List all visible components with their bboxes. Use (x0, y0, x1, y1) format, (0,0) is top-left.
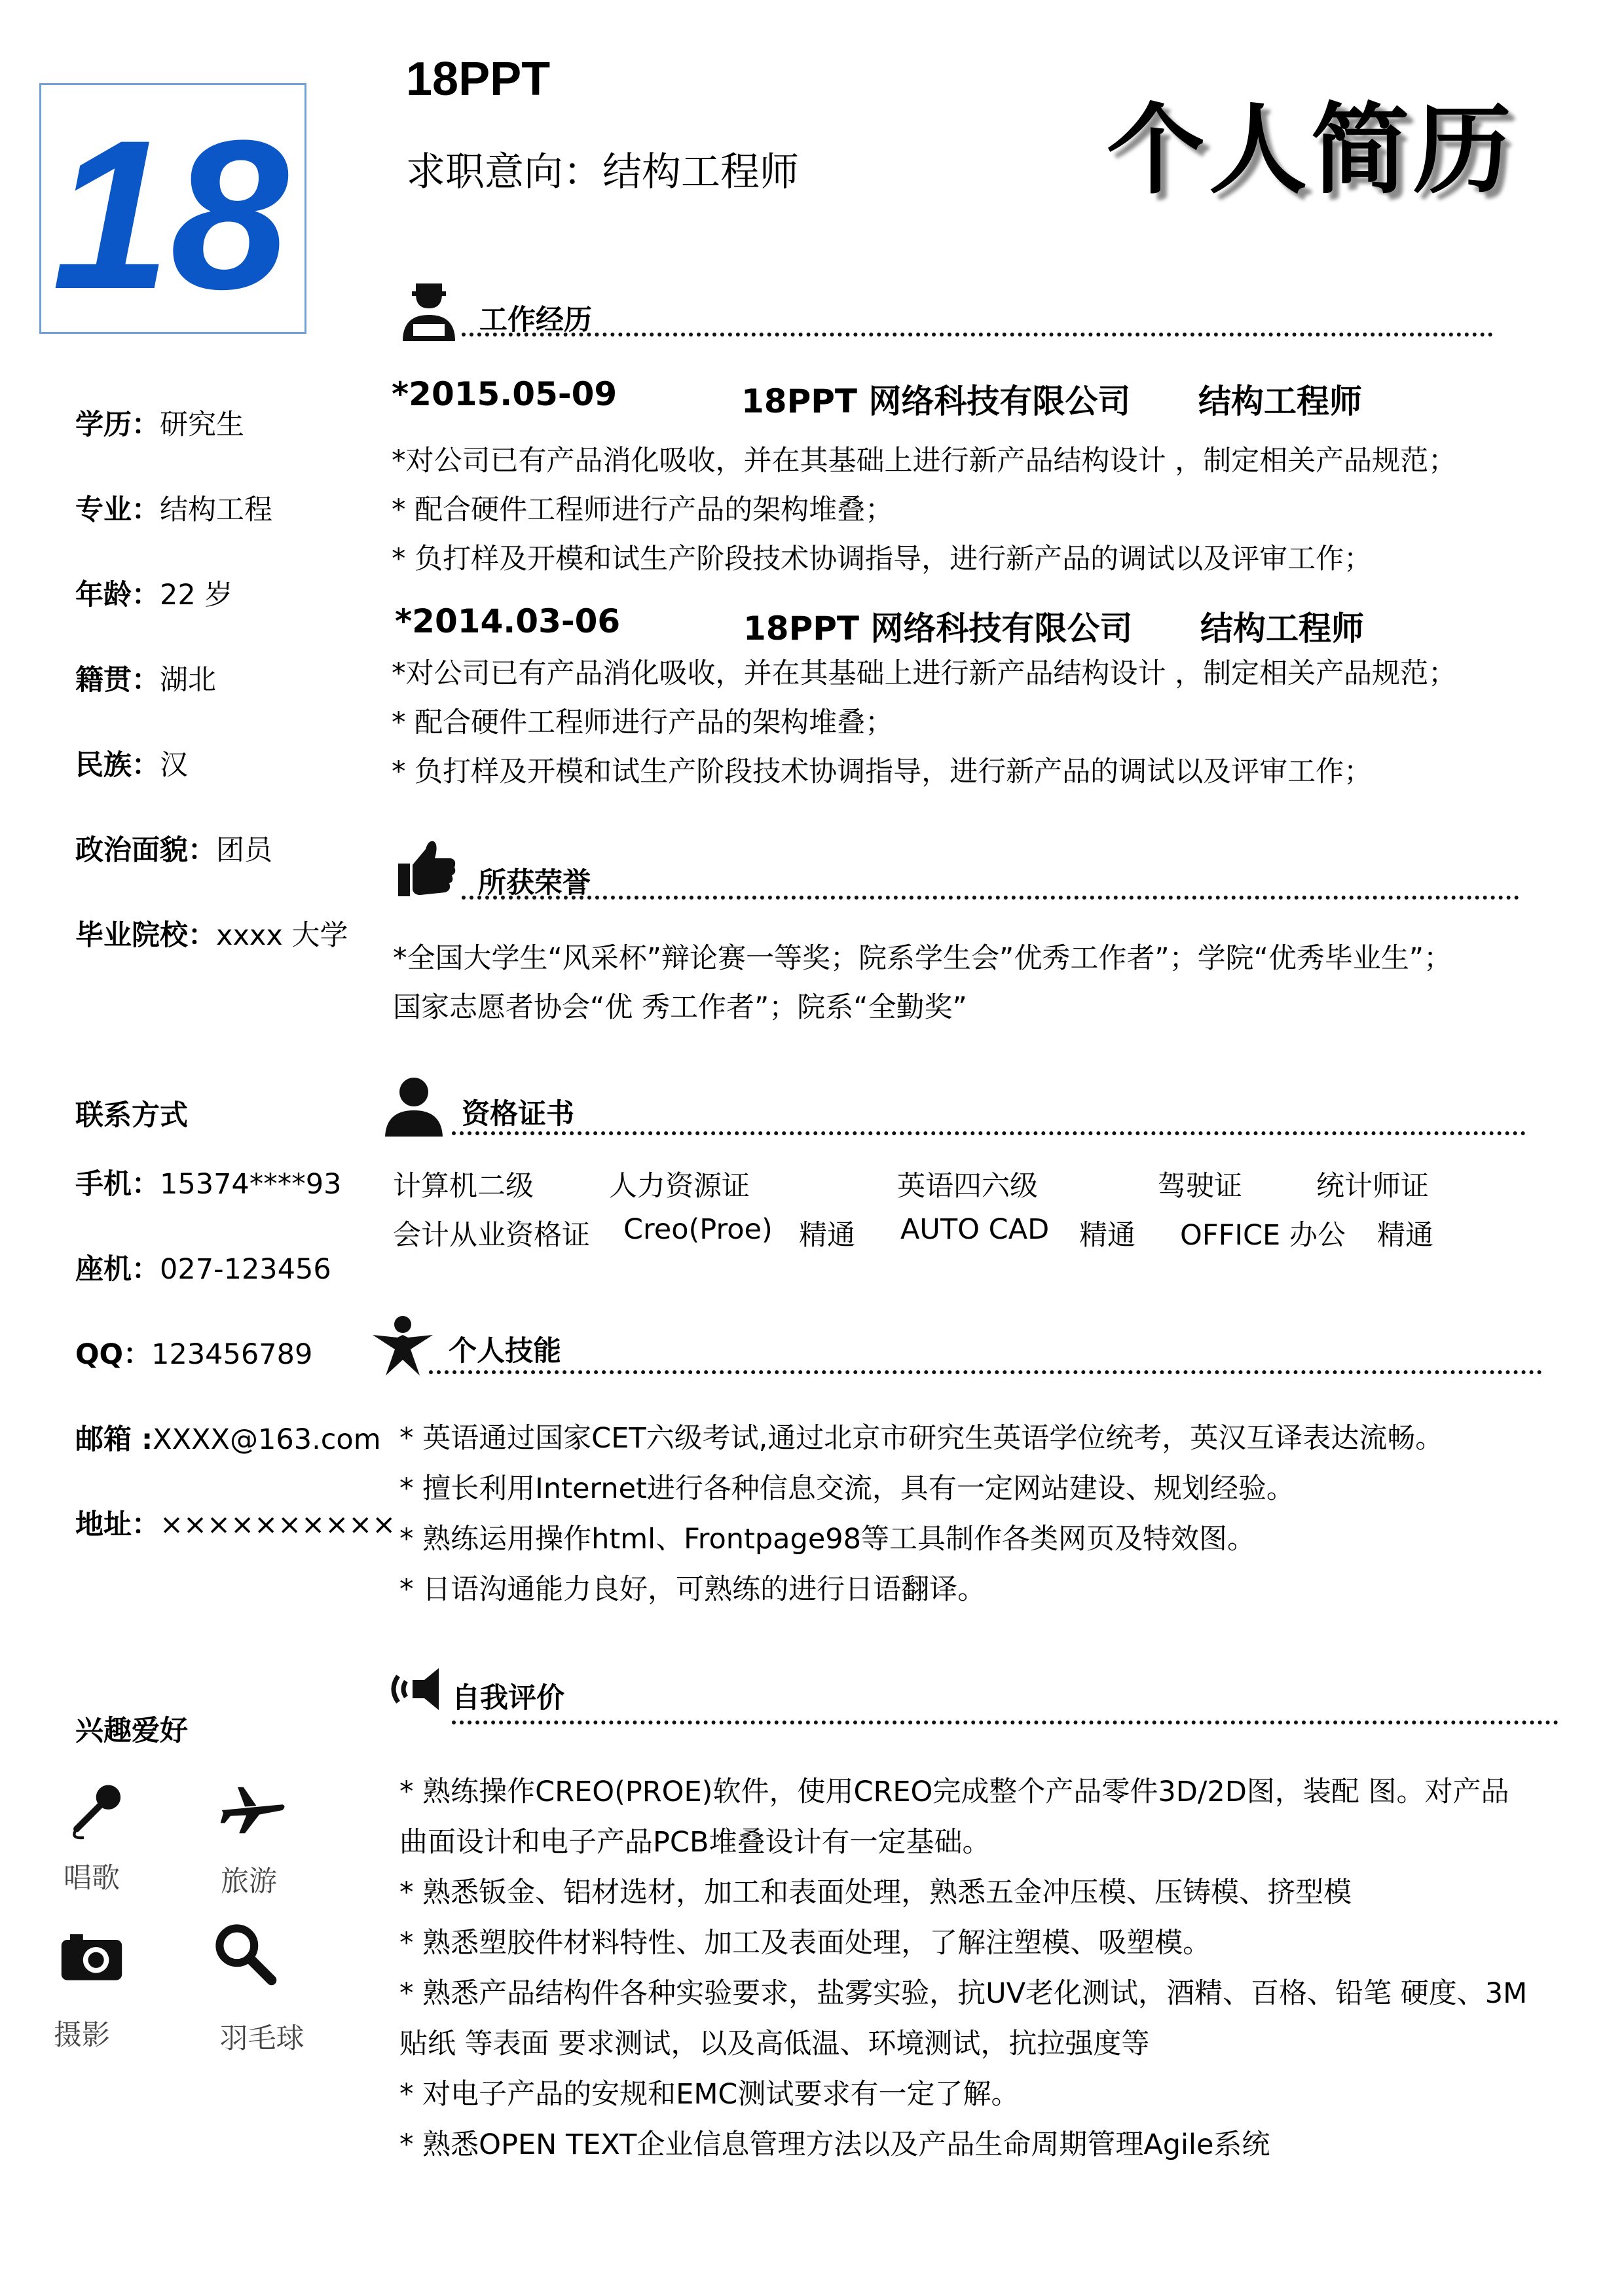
honors-heading: 所获荣誉 (478, 867, 591, 900)
certs-heading: 资格证书 (462, 1098, 574, 1131)
skills-divider (429, 1370, 1542, 1374)
skill-creo-level: 精通 (799, 1219, 855, 1252)
work-divider (462, 333, 1493, 337)
honors-line-2: 国家志愿者协会“优 秀工作者”；院系“全勤奖” (393, 991, 967, 1024)
profile-age: 年龄：22 岁 (75, 579, 233, 611)
star-person-icon (370, 1313, 435, 1378)
self-line-7: * 对电子产品的安规和EMC测试要求有一定了解。 (399, 2078, 1020, 2111)
job-1-role: 结构工程师 (1198, 382, 1362, 420)
camera-icon (56, 1918, 128, 1990)
contact-address: 地址：×××××××××× (75, 1508, 396, 1541)
job-1-company: 18PPT 网络科技有限公司 (741, 382, 1131, 420)
hobby-label-photo: 摄影 (54, 2019, 110, 2052)
logo (39, 83, 306, 334)
hobbies-heading: 兴趣爱好 (75, 1715, 188, 1747)
job-2-line-1: *对公司已有产品消化吸收，并在其基础上进行新产品结构设计 ，制定相关产品规范； (392, 657, 1457, 690)
self-line-8: * 熟悉OPEN TEXT企业信息管理方法以及产品生命周期管理Agile系统 (399, 2128, 1270, 2161)
skills-line-3: * 熟练运用操作html、Frontpage98等工具制作各类网页及特效图。 (399, 1523, 1255, 1556)
contact-mobile: 手机：15374****93 (75, 1168, 342, 1201)
self-line-6: 贴纸 等表面 要求测试，以及高低温、环境测试，抗拉强度等 (399, 2028, 1150, 2060)
airplane-icon (216, 1774, 288, 1846)
cert-english: 英语四六级 (897, 1170, 1038, 1203)
cert-statistics: 统计师证 (1316, 1170, 1429, 1203)
thumbs-up-icon (394, 835, 460, 900)
resume-title: 个人简历 (1107, 92, 1516, 208)
honors-divider (462, 896, 1519, 900)
job-2-line-3: * 负打样及开模和试生产阶段技术协调指导，进行新产品的调试以及评审工作； (392, 756, 1373, 788)
skills-line-4: * 日语沟通能力良好，可熟练的进行日语翻译。 (399, 1573, 986, 1606)
self-line-1: * 熟练操作CREO(PROE)软件，使用CREO完成整个产品零件3D/2D图，装配 图。对产品 (399, 1776, 1509, 1808)
work-heading: 工作经历 (479, 304, 592, 337)
logo-text: 18 (52, 96, 289, 332)
skills-heading: 个人技能 (449, 1335, 561, 1368)
hobby-label-badminton: 羽毛球 (219, 2022, 304, 2055)
job-1-line-1: *对公司已有产品消化吸收，并在其基础上进行新产品结构设计 ，制定相关产品规范； (392, 445, 1457, 477)
job-2-role: 结构工程师 (1200, 610, 1364, 647)
microphone-icon (62, 1774, 134, 1846)
contact-landline: 座机：027-123456 (75, 1253, 331, 1286)
hobby-label-travel: 旅游 (221, 1865, 277, 1898)
job-2-company: 18PPT 网络科技有限公司 (743, 610, 1133, 647)
cert-hr: 人力资源证 (609, 1170, 750, 1203)
hobby-label-sing: 唱歌 (64, 1862, 120, 1895)
profile-major: 专业：结构工程 (75, 494, 272, 526)
job-2-line-2: * 配合硬件工程师进行产品的架构堆叠； (392, 706, 894, 739)
job-1-line-2: * 配合硬件工程师进行产品的架构堆叠； (392, 494, 894, 526)
skill-creo: Creo(Proe) (623, 1213, 773, 1246)
contact-email: 邮箱 :XXXX@163.com (75, 1423, 381, 1456)
skills-line-2: * 擅长利用Internet进行各种信息交流，具有一定网站建设、规划经验。 (399, 1472, 1295, 1505)
profile-ethnicity: 民族：汉 (75, 749, 188, 782)
magnifier-icon (210, 1918, 282, 1990)
contact-qq: QQ：123456789 (75, 1338, 313, 1371)
certs-divider (452, 1131, 1526, 1135)
cert-accounting: 会计从业资格证 (393, 1219, 590, 1252)
self-line-4: * 熟悉塑胶件材料特性、加工及表面处理，了解注塑模、吸塑模。 (399, 1927, 1211, 1959)
self-line-2: 曲面设计和电子产品PCB堆叠设计有一定基础。 (399, 1826, 991, 1859)
profile-education: 学历：研究生 (75, 409, 244, 441)
profile-school: 毕业院校：xxxx 大学 (75, 919, 348, 952)
skill-office: OFFICE 办公 (1180, 1219, 1346, 1252)
cert-driving: 驾驶证 (1158, 1170, 1242, 1203)
job-objective: 求职意向：结构工程师 (406, 149, 799, 195)
speaker-icon (386, 1656, 452, 1722)
self-line-5: * 熟悉产品结构件各种实验要求，盐雾实验，抗UV老化测试，酒精、百格、铅笔 硬度、3M (399, 1977, 1528, 2010)
profile-political: 政治面貌：团员 (75, 834, 272, 867)
job-1-line-3: * 负打样及开模和试生产阶段技术协调指导，进行新产品的调试以及评审工作； (392, 543, 1373, 575)
job-1-date: *2015.05-09 (392, 375, 618, 413)
cert-computer: 计算机二级 (393, 1170, 534, 1203)
skill-office-level: 精通 (1377, 1219, 1433, 1252)
self-heading: 自我评价 (452, 1682, 564, 1715)
self-line-3: * 熟悉钣金、铝材选材，加工和表面处理，熟悉五金冲压模、压铸模、挤型模 (399, 1876, 1352, 1909)
person-icon (381, 1074, 447, 1139)
skills-line-1: * 英语通过国家CET六级考试,通过北京市研究生英语学位统考，英汉互译表达流畅。 (399, 1422, 1444, 1455)
job-2-date: *2014.03-06 (395, 602, 621, 640)
skill-autocad-level: 精通 (1079, 1219, 1135, 1252)
worker-icon (396, 278, 462, 344)
skill-autocad: AUTO CAD (900, 1213, 1050, 1246)
honors-line-1: *全国大学生“风采杯”辩论赛一等奖；院系学生会”优秀工作者”；学院“优秀毕业生”； (393, 942, 1452, 975)
logo-18-mark (41, 85, 304, 332)
contact-heading: 联系方式 (75, 1099, 188, 1132)
self-divider (452, 1721, 1559, 1724)
profile-hometown: 籍贯：湖北 (75, 664, 216, 697)
candidate-name: 18PPT (406, 53, 551, 105)
